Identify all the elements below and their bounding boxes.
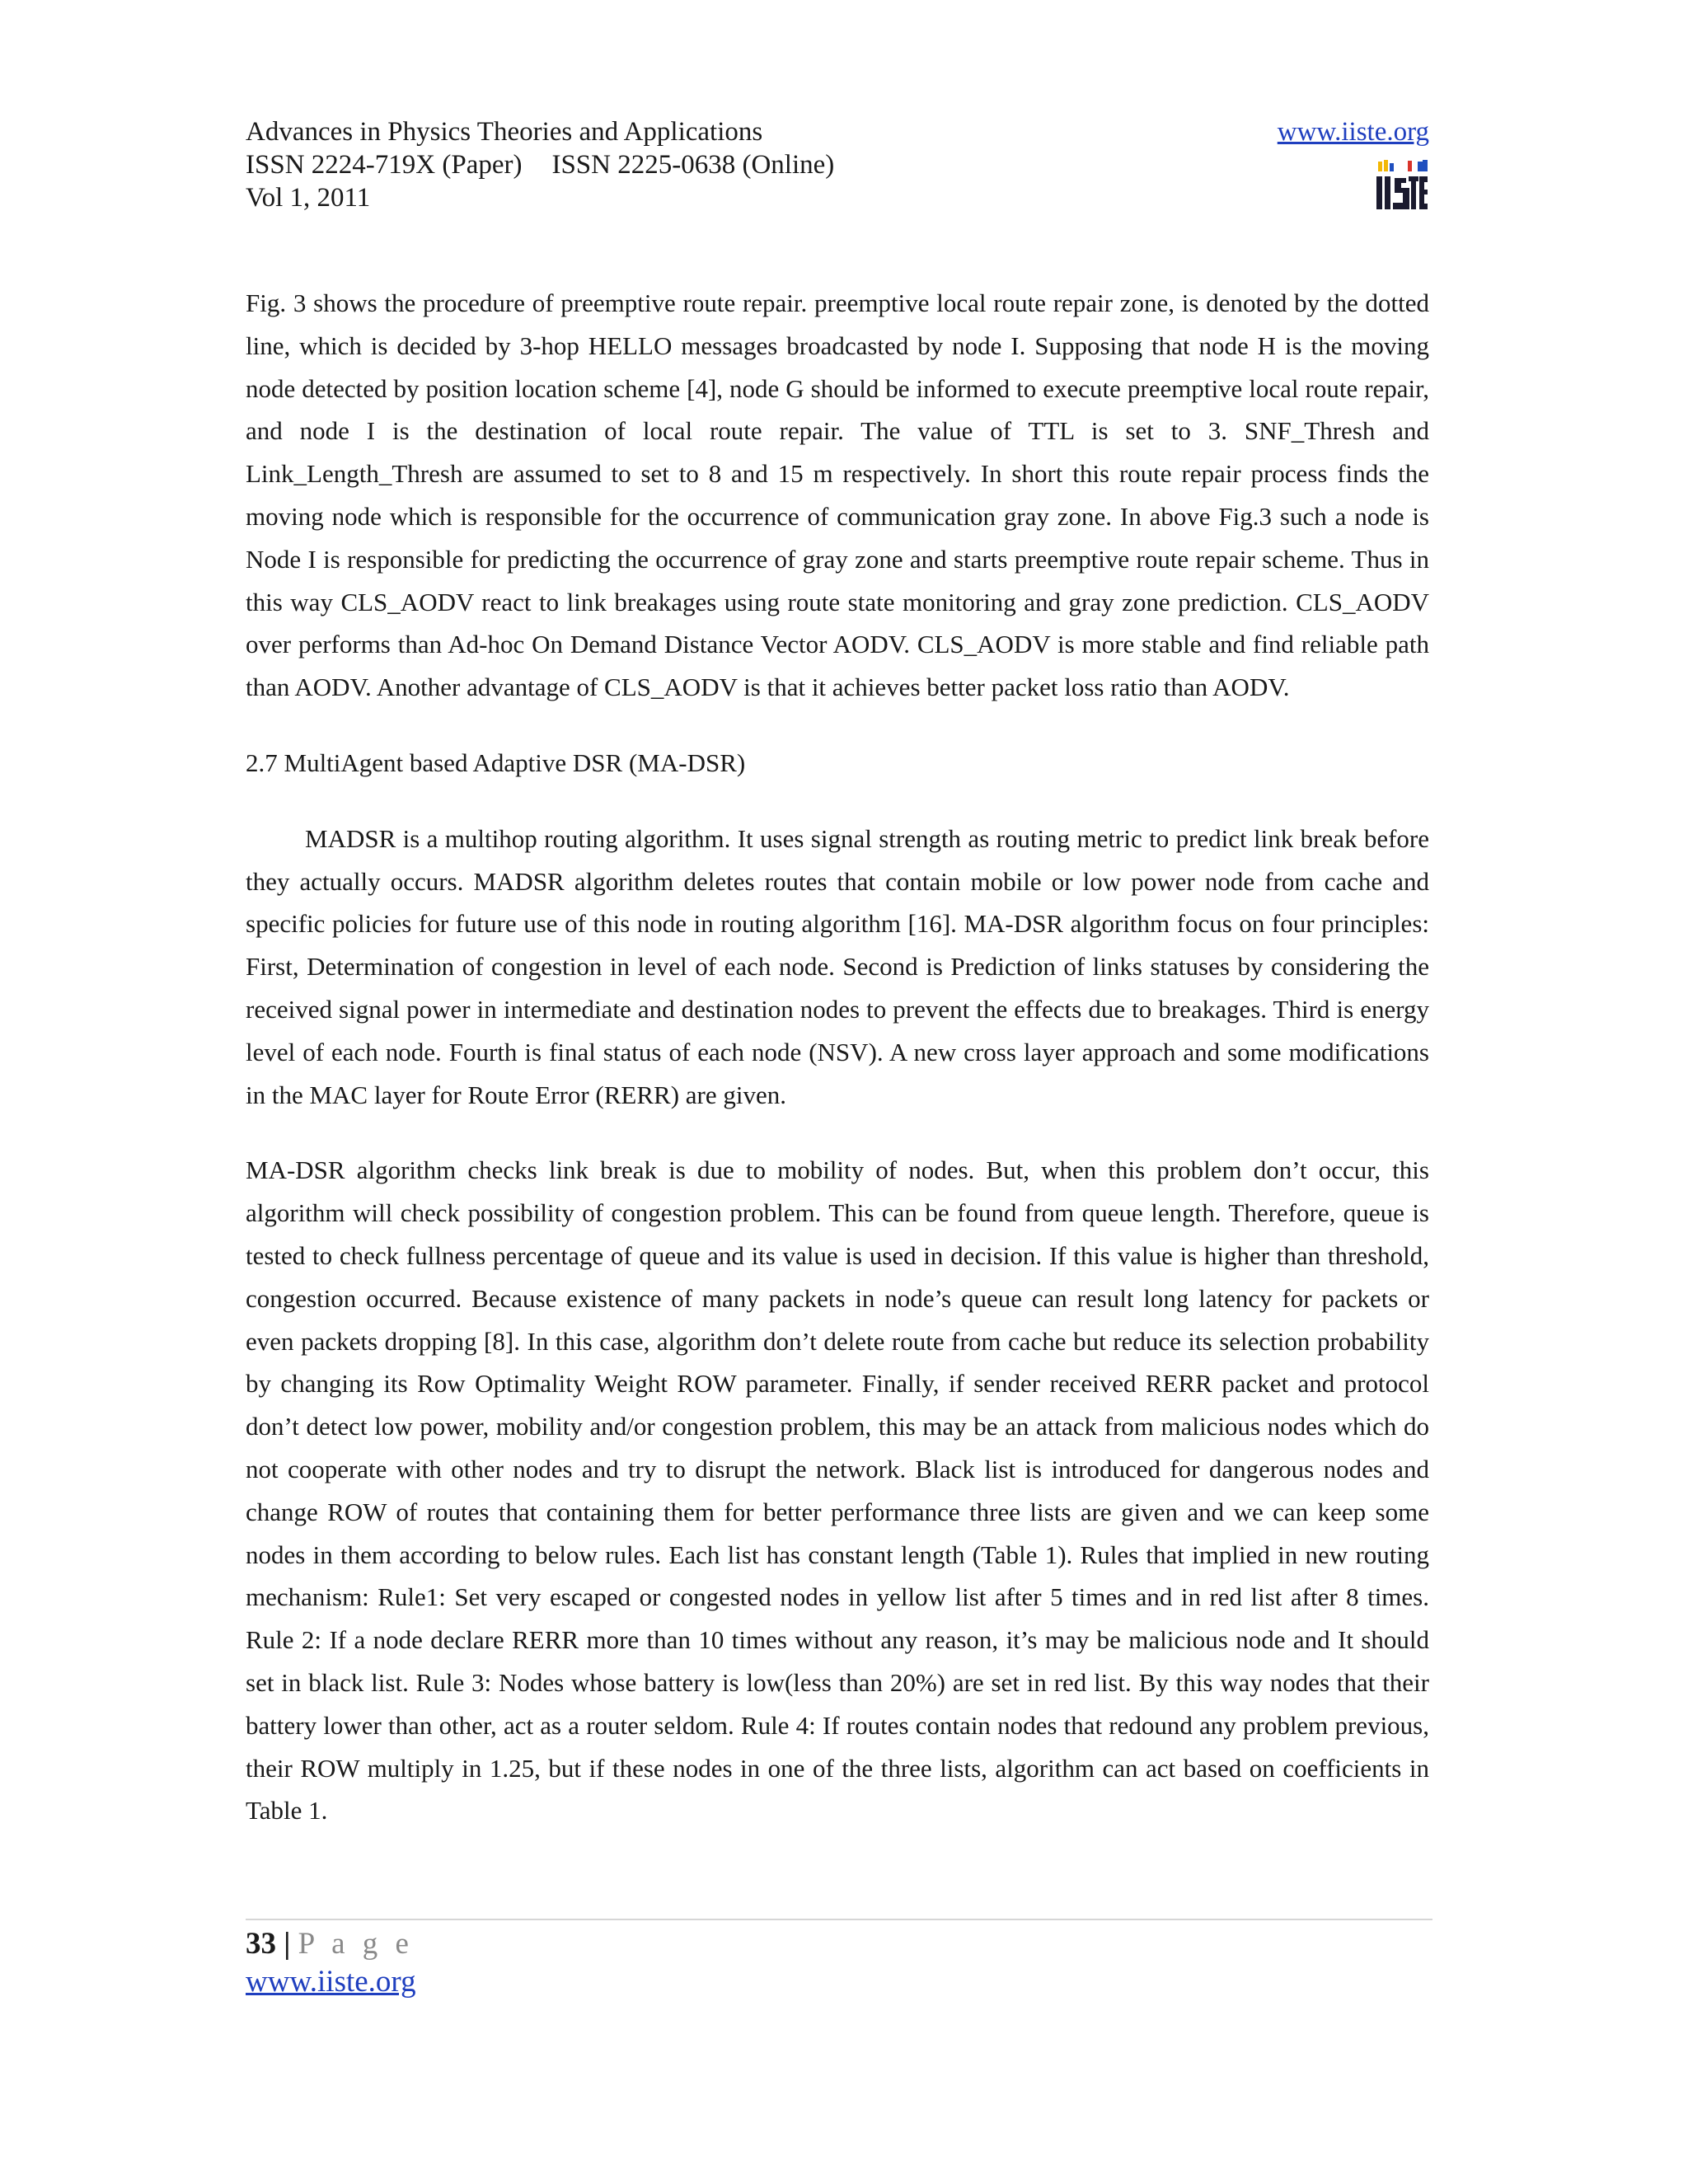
header-website-link[interactable]: www.iiste.org [1277,117,1429,147]
body-text [246,282,1429,1832]
journal-info [246,115,834,214]
page-separator: | [284,1927,291,1961]
volume: Vol 1, 2011 [246,183,371,213]
paragraph-3: MA-DSR algorithm checks link break is due to mobility of nodes. But, when this problem don’t occur, this algorithm will check possibility of congestion problem. This can be found from queue length. Therefore, queue is tested to check fullness percentage of queue and its value is used in decision. If this value is higher than threshold, congestion occurred. Because existence of many packets in node’s queue can result long latency for packets or even packets dropping [8]. In this case, algorithm don’t delete route from cache but reduce its selection probability by changing its Row Optimality Weight ROW parameter. Finally, if sender received RERR packet and protocol don’t detect low power, mobility and/or congestion problem, this may be an attack from malicious nodes which do not cooperate with other nodes and try to disrupt the network. Black list is introduced for dangerous nodes and change ROW of routes that containing them for better performance three lists are given and we can keep some nodes in them according to below rules. Each list has constant length (Table 1). Rules that implied in new routing mechanism: Rule1: Set very escaped or congested nodes in yellow list after 5 times and in red list after 8 times. Rule 2: If a node declare RERR more than 10 times without any reason, it’s may be malicious node and It should set in black list. Rule 3: Nodes whose battery is low(less than 20%) are set in red list. By this way nodes that their battery lower than other, act as a router seldom. Rule 4: If routes contain nodes that redound any problem previous, their ROW multiply in 1.25, but if these nodes in one of the three lists, algorithm can act based on coefficients in Table 1. [246,1155,1429,1825]
paragraph-2: MADSR is a multihop routing algorithm. It uses signal strength as routing metric to predict link break before they actually occurs. MADSR algorithm deletes routes that contain mobile or low power node from cache and specific policies for future use of this node in routing algorithm [16]. MA-DSR algorithm focus on four principles: First, Determination of congestion in level of each node. Second is Prediction of links statuses by considering the received signal power in intermediate and destination nodes to prevent the effects due to breakages. Third is energy level of each node. Fourth is final status of each node (NSV). A new cross layer approach and some modifications in the MAC layer for Route Error (RERR) are given. [246,823,1429,1109]
journal-title: Advances in Physics Theories and Applications [246,117,763,147]
page-word: P a g e [298,1927,414,1961]
page-footer [246,1925,416,2001]
iiste-logo-icon [1375,158,1429,213]
page-header [246,115,1429,223]
section-heading: 2.7 MultiAgent based Adaptive DSR (MA-DSR) [246,748,746,777]
footer-divider [246,1919,1432,1920]
page-number: 33 [246,1927,276,1961]
issn-paper: ISSN 2224-719X (Paper) [246,150,523,180]
paragraph-1: Fig. 3 shows the procedure of preemptive route repair. preemptive local route repair zone, is denoted by the dotted line, which is decided by 3-hop HELLO messages broadcasted by node I. Supposing that node H is the moving node detected by position location scheme [4], node G should be informed to execute preemptive local route repair, and node I is the destination of local route repair. The value of TTL is set to 3. SNF_Thresh and Link_Length_Thresh are assumed to set to 8 and 15 m respectively. In short this route repair process finds the moving node which is responsible for the occurrence of communication gray zone. In above Fig.3 such a node is Node I is responsible for predicting the occurrence of gray zone and starts preemptive route repair scheme. Thus in this way CLS_AODV react to link breakages using route state monitoring and gray zone prediction. CLS_AODV over performs than Ad-hoc On Demand Distance Vector AODV. CLS_AODV is more stable and find reliable path than AODV. Another advantage of CLS_AODV is that it achieves better packet loss ratio than AODV. [246,288,1429,702]
footer-website-link[interactable]: www.iiste.org [246,1965,416,1999]
header-right [1278,115,1429,148]
page-number-line [246,1925,416,1963]
issn-line [246,148,834,181]
issn-online: ISSN 2225-0638 (Online) [551,150,835,180]
